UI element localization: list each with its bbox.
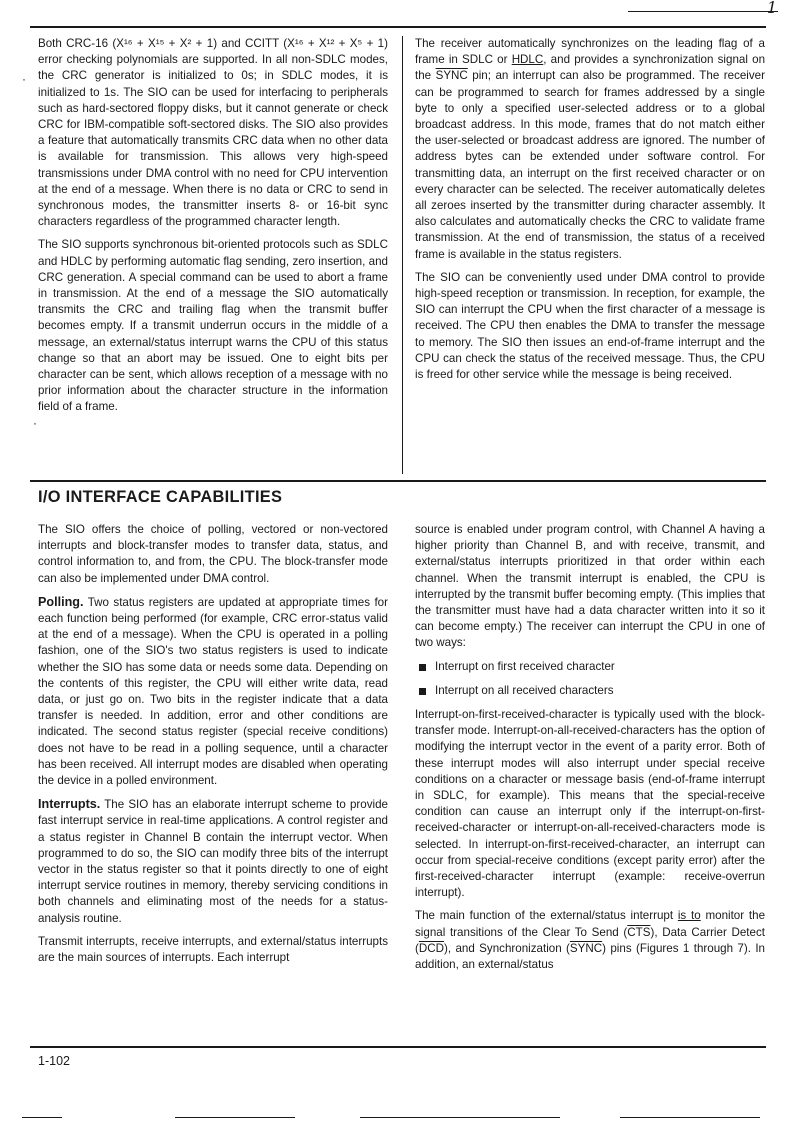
page-number: 1-102: [38, 1054, 70, 1068]
interrupt-sources-paragraph: Transmit interrupts, receive interrupts, and external/status interrupts are the main sources of interrupts. Each interrupt: [38, 934, 388, 965]
header-rule: [30, 26, 766, 28]
intro-paragraph: The SIO offers the choice of polling, vectored or non-vectored interrupts and block-transfer modes to transfer data, status, and control information to, and from, the CPU. The block-transfer mode can also be implemented under DMA control.: [38, 523, 388, 585]
receive-interrupt-paragraph: Interrupt-on-first-received-character is typically used with the block-transfer mode. Interrupt-on-all-received-characters has the option of modifying the interrupt vector in the event of a parity error. Both of these interrupt modes will also interrupt under special receive conditions on a character or message basis (end-of-frame interrupt in SDLC, for example). This means that the special-receive condition can cause an interrupt only if the interrupt-on-first-received-character or interrupt-on-all-received-characters mode is selected. In interrupt-on-first-received-character, an interrupt can occur from special-receive conditions (except parity error) after the first-received-character interrupt (example: receive-overrun interrupt).: [415, 708, 765, 900]
sync-signal: SYNC: [435, 69, 468, 83]
polling-heading: Polling.: [38, 594, 84, 609]
bottom-edge-mark: [22, 1117, 62, 1118]
polling-paragraph: Polling. Two status registers are updated at appropriate times for each function being performed (for example, CRC error-status valid at the end of a message). When the CPU is operated in a polling fashion, one of the SIO's two status registers is used to indicate whether the SIO has some data or needs some data. Depending on the contents of this register, the CPU will either write data, read data, or just go on. Two bits in the register indicate that a data transfer is needed. In addition, error and other conditions are indicated. The second status register (special receive conditions) does not have to be read in a polling sequence, until a character has been received. All interrupt modes are disabled when operating the device in a polled environment.: [38, 594, 388, 788]
section-rule: [30, 480, 766, 482]
crc-paragraph: Both CRC-16 (X¹⁶ + X¹⁵ + X² + 1) and CCITT (X¹⁶ + X¹² + X⁵ + 1) error checking polynomials are supported. In all non-SDLC modes, the CRC generator is initialized to 0s; in SDLC modes, it is initialized to 1s. The SIO can be used for interfacing to peripherals such as hard-sectored floppy disks, but it cannot generate or check CRC for IBM-compatible soft-sectored disks. The SIO also provides a feature that automatically transmits CRC data when no other data is available for transmission. This allows very high-speed transmissions under DMA control with no need for CPU intervention at the end of a message. When there is no data or CRC to send in synchronous modes, the transmitter inserts 8- or 16-bit sync characters regardless of the programmed character length.: [38, 37, 388, 229]
priority-paragraph: source is enabled under program control, with Channel A having a higher priority than Channel B, and with receive, transmit, and external/status interrupts prioritized in that order within each channel. When the transmit interrupt is enabled, the CPU is interrupted by the transmit buffer becoming empty. (This implies that the transmitter must have had a data character written into it so it can become empty.) The receiver can interrupt the CPU in one of two ways:: [415, 523, 765, 650]
dcd-signal: $\overline{DCD}$: [418, 941, 444, 955]
bottom-right-column: [415, 522, 765, 980]
interrupts-paragraph: Interrupts. The SIO has an elaborate interrupt scheme to provide fast interrupt service in real-time applications. A control register and a status register in Channel B contain the interrupt vector. When programmed to do so, the SIO can modify three bits of the interrupt vector in the status register so that it points directly to one of eight interrupt service routines in memory, thereby servicing conditions in both channels and eliminating most of the needs for a status-analysis routine.: [38, 797, 388, 925]
bottom-edge-mark: [620, 1117, 760, 1118]
external-status-paragraph: The main function of the external/status interrupt is to monitor the signal transitions of the Clear To Send $(\overline{CTS})$, Data Carrier Detect $(\overline{DCD})$, and Synchronization (SYNC) pins (Figures 1 through 7). In addition, an external/status: [415, 909, 766, 972]
list-item: Interrupt on first received character: [415, 659, 765, 675]
bottom-edge-mark: [360, 1117, 560, 1118]
margin-dot: ·: [33, 416, 37, 430]
margin-dot: ·: [22, 72, 26, 86]
footer-rule: [30, 1046, 766, 1048]
sync-signal: SYNC: [569, 941, 603, 955]
top-right-column: [415, 36, 765, 390]
bottom-left-column: [38, 522, 388, 973]
list-item: Interrupt on all received characters: [415, 683, 765, 699]
top-left-column: [38, 36, 388, 423]
interrupt-list: [415, 659, 765, 699]
interrupts-heading: Interrupts.: [38, 797, 101, 812]
dma-paragraph: The SIO can be conveniently used under DMA control to provide high-speed reception or transmission. In reception, for example, the SIO can interrupt the CPU when the first character of a message is received. The CPU then enables the DMA to transfer the message to memory. The SIO then issues an end-of-frame interrupt and the CPU can check the status of the received message. Thus, the CPU is freed for other service while the message is being received.: [415, 270, 765, 382]
top-rule: [628, 11, 778, 12]
cts-signal: $\overline{CTS}$: [627, 925, 651, 939]
hdlc-term: HDLC: [511, 53, 544, 67]
bottom-edge-mark: [175, 1117, 295, 1118]
receiver-sync-paragraph: The receiver automatically synchronizes on the leading flag of a frame in SDLC or HDLC, and provides a synchronization signal on the SYNC pin; an interrupt can also be programmed. The receiver can be programmed to search for frames addressed by a single byte to only a specified user-selected address or to a global broadcast address. In this mode, frames that do not match either the user-selected or broadcast address are ignored. The number of address bytes can be extended under software control. For transmitting data, an interrupt on the first received character or on every character can be selected. The receiver automatically deletes all zeroes inserted by the transmitter during character assembly. It also calculates and automatically checks the CRC to validate frame transmission. At the end of transmission, the status of a received frame is available in the status registers.: [415, 37, 766, 261]
corner-mark: 1: [766, 0, 777, 17]
section-title: I/O INTERFACE CAPABILITIES: [38, 488, 283, 506]
sdlc-paragraph: The SIO supports synchronous bit-oriented protocols such as SDLC and HDLC by performing automatic flag sending, zero insertion, and CRC generation. A special command can be used to abort a frame in transmission. At the end of a message the SIO automatically transmits the CRC and trailing flag when the transmit buffer becomes empty. If a transmit underrun occurs in the middle of a message, an external/status interrupt warns the CPU of this status change so that an abort may be issued. One to eight bits per character can be sent, which allows reception of a message with no prior information about the character structure in the information field of a frame.: [38, 238, 388, 414]
column-divider: [402, 36, 403, 474]
